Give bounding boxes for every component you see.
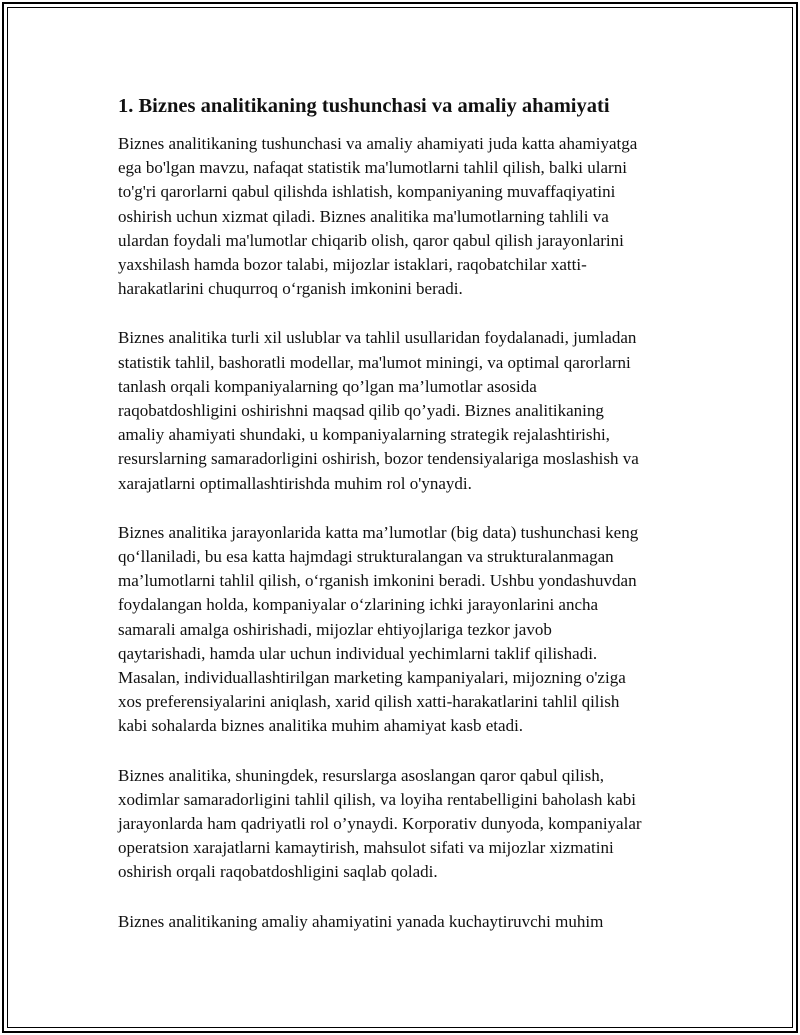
text-line: Biznes analitika turli xil uslublar va tahlil usullaridan foydalanadi, jumladan [118, 328, 637, 348]
text-line: oshirish uchun xizmat qiladi. Biznes analitika ma'lumotlarning tahlili va [118, 206, 609, 226]
text-line: tanlash orqali kompaniyalarning qo’lgan ma’lumotlar asosida [118, 376, 537, 396]
text-line: operatsion xarajatlarni kamaytirish, mahsulot sifati va mijozlar xizmatini [118, 838, 614, 858]
text-line: Biznes analitika jarayonlarida katta ma’lumotlar (big data) tushunchasi keng [118, 522, 639, 542]
paragraph-5 [118, 910, 688, 934]
paragraph-4 [118, 764, 688, 885]
text-line: yaxshilash hamda bozor talabi, mijozlar istaklari, raqobatchilar xatti- [118, 255, 587, 275]
text-line: qo‘llaniladi, bu esa katta hajmdagi strukturalangan va strukturalanmagan [118, 547, 614, 567]
text-line: jarayonlarda ham qadriyatli rol o’ynaydi. Korporativ dunyoda, kompaniyalar [118, 814, 642, 834]
text-line: foydalangan holda, kompaniyalar o‘zlarining ichki jarayonlarini ancha [118, 595, 599, 615]
text-line: oshirish orqali raqobatdoshligini saqlab qoladi. [118, 862, 438, 882]
text-line: qaytarishadi, hamda ular uchun individual yechimlarni taklif qilishadi. [118, 643, 598, 663]
paragraph-3 [118, 521, 688, 739]
document-body [118, 92, 688, 959]
text-line: xodimlar samaradorligini tahlil qilish, va loyiha rentabelligini baholash kabi [118, 789, 636, 809]
text-line: resurslarning samaradorligini oshirish, bozor tendensiyalariga moslashish va [118, 449, 639, 469]
text-line: Biznes analitikaning tushunchasi va amaliy ahamiyati juda katta ahamiyatga [118, 134, 638, 153]
section-heading: 1. Biznes analitikaning tushunchasi va amaliy ahamiyati [118, 95, 610, 117]
text-line: to'g'ri qarorlarni qabul qilishda ishlatish, kompaniyaning muvaffaqiyatini [118, 182, 616, 202]
text-line: Biznes analitika, shuningdek, resurslarga asoslangan qaror qabul qilish, [118, 765, 604, 785]
text-line: raqobatdoshligini oshirishni maqsad qilib qo’yadi. Biznes analitikaning [118, 401, 604, 421]
text-line: kabi sohalarda biznes analitika muhim ahamiyat kasb etadi. [118, 716, 524, 736]
paragraph-1 [118, 132, 688, 301]
text-line: ma’lumotlarni tahlil qilish, o‘rganish imkonini beradi. Ushbu yondashuvdan [118, 571, 637, 591]
text-line: ulardan foydali ma'lumotlar chiqarib olish, qaror qabul qilish jarayonlarini [118, 230, 624, 250]
text-line: xarajatlarni optimallashtirishda muhim rol o'ynaydi. [118, 473, 472, 493]
paragraph-2 [118, 326, 688, 495]
text-line: xos preferensiyalarini aniqlash, xarid qilish xatti-harakatlarini tahlil qilish [118, 692, 620, 712]
text-line: Masalan, individuallashtirilgan marketing kampaniyalari, mijozning o'ziga [118, 668, 626, 688]
text-line: ega bo'lgan mavzu, nafaqat statistik ma'lumotlarni tahlil qilish, balki ularni [118, 158, 627, 178]
text-line: harakatlarini chuqurroq o‘rganish imkonini beradi. [118, 279, 463, 299]
text-line: statistik tahlil, bashoratli modellar, ma'lumot miningi, va optimal qarorlarni [118, 352, 631, 372]
text-line: amaliy ahamiyati shundaki, u kompaniyalarning strategik rejalashtirishi, [118, 425, 610, 445]
text-line: Biznes analitikaning amaliy ahamiyatini yanada kuchaytiruvchi muhim [118, 911, 604, 931]
text-line: samarali amalga oshirishadi, mijozlar ehtiyojlariga tezkor javob [118, 619, 552, 639]
